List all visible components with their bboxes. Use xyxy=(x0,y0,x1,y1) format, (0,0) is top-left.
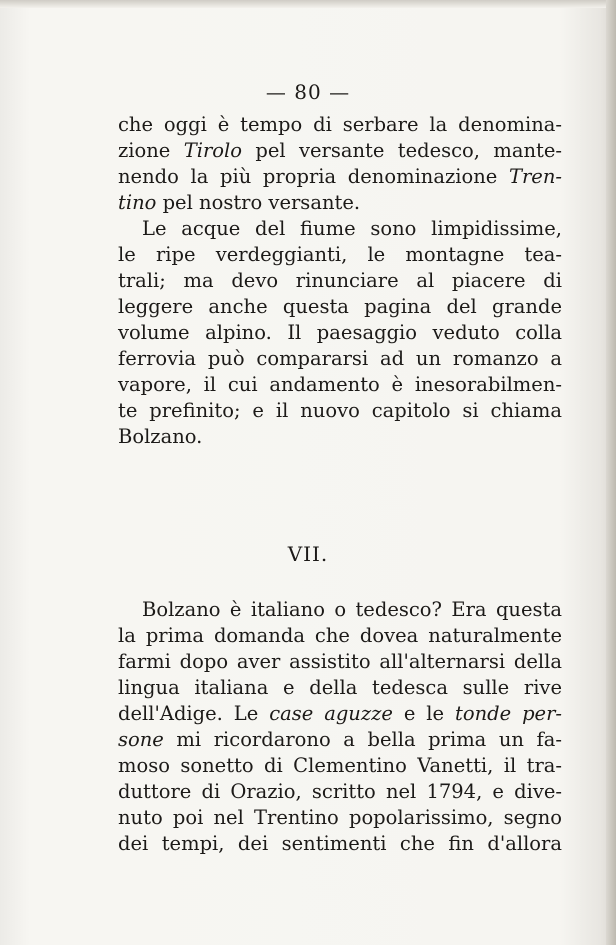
text-line: dell'Adige. Le case aguzze e le tonde per- xyxy=(118,702,562,725)
text-line: tino pel nostro versante. xyxy=(118,191,361,214)
text-line: Bolzano. xyxy=(118,425,203,448)
page-binding-edge xyxy=(606,0,616,945)
text-line: Bolzano è italiano o tedesco? Era questa xyxy=(142,598,562,621)
text-line: lingua italiana e della tedesca sulle rive xyxy=(118,676,562,699)
text-line: le ripe verdeggianti, le montagne tea- xyxy=(118,243,562,266)
text-line: trali; ma devo rinunciare al piacere di xyxy=(118,269,562,292)
text-line: la prima domanda che dovea naturalmente xyxy=(118,624,562,647)
text-line: Le acque del fiume sono limpidissime, xyxy=(142,217,562,240)
text-line: sone mi ricordarono a bella prima un fa- xyxy=(118,728,562,751)
text-block-top xyxy=(118,112,562,450)
page-number: — 80 — xyxy=(265,80,351,104)
text-line: zione Tirolo pel versante tedesco, mante- xyxy=(118,139,562,162)
text-line: nuto poi nel Trentino popolarissimo, segno xyxy=(118,806,562,829)
text-block-bottom xyxy=(118,597,562,857)
text-line: dei tempi, dei sentimenti che fin d'allora xyxy=(118,832,562,855)
text-line: nendo la più propria denominazione Tren- xyxy=(118,165,562,188)
text-line: moso sonetto di Clementino Vanetti, il tra- xyxy=(118,754,562,777)
text-line: ferrovia può compararsi ad un romanzo a xyxy=(118,347,562,370)
text-line: che oggi è tempo di serbare la denomina- xyxy=(118,113,562,136)
text-line: farmi dopo aver assistito all'alternarsi della xyxy=(118,650,562,673)
section-heading: VII. xyxy=(287,542,329,566)
text-line: leggere anche questa pagina del grande xyxy=(118,295,562,318)
text-line: te prefinito; e il nuovo capitolo si chiama xyxy=(118,399,562,422)
page-top-edge xyxy=(0,0,616,8)
text-line: duttore di Orazio, scritto nel 1794, e dive- xyxy=(118,780,562,803)
text-line: vapore, il cui andamento è inesorabilmen- xyxy=(118,373,562,396)
text-line: volume alpino. Il paesaggio veduto colla xyxy=(118,321,562,344)
